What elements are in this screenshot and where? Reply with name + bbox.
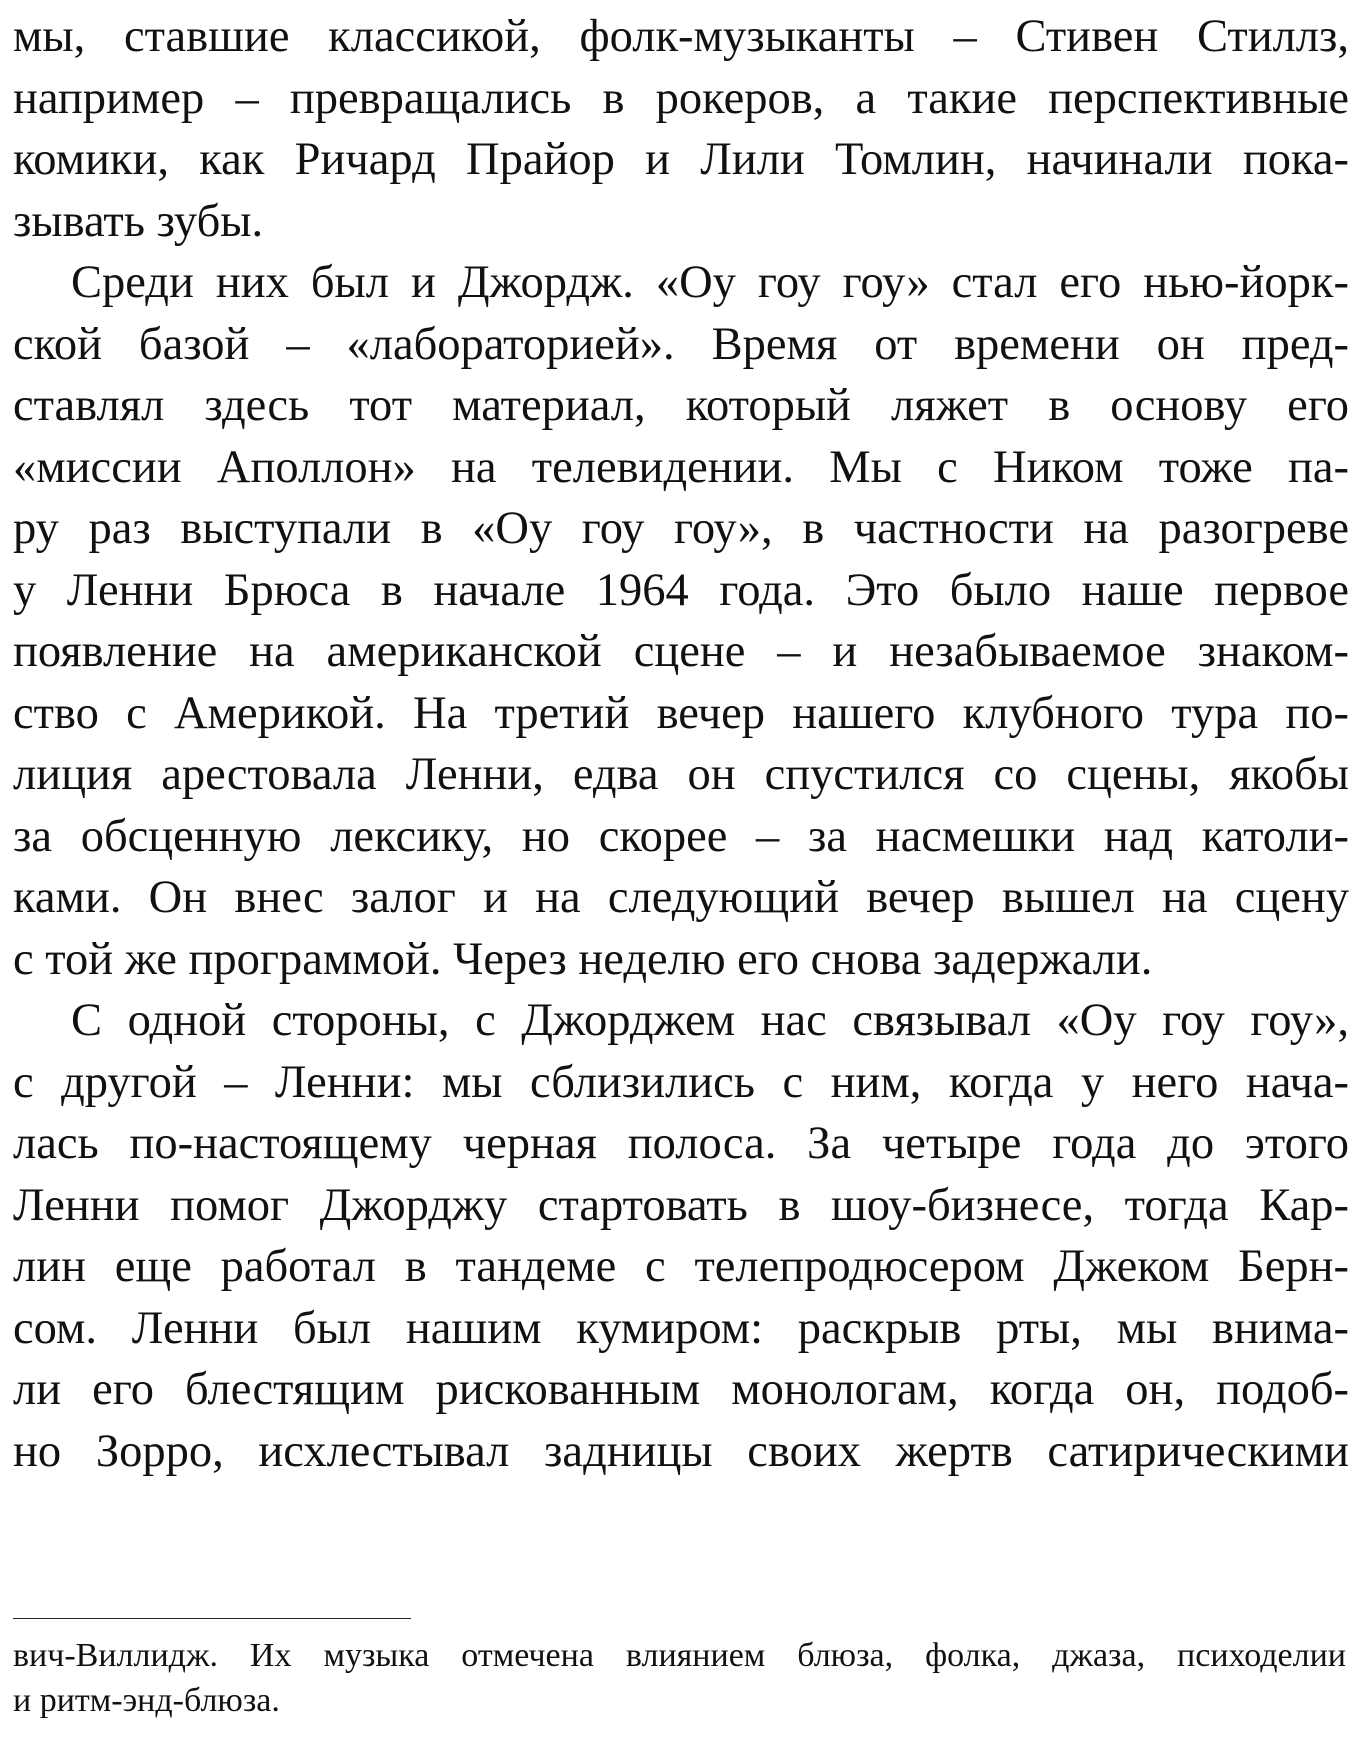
text-line: «миссии Аполлон» на телевидении. Мы с Ником тоже па- <box>13 441 1349 493</box>
footnote <box>13 1633 1346 1723</box>
text-line: например – превращались в рокеров, а такие перспективные <box>13 72 1349 124</box>
main-text <box>13 6 1349 1482</box>
text-line: мы, ставшие классикой, фолк-музыканты – Стивен Стиллз, <box>13 11 1349 62</box>
text-line: с другой – Ленни: мы сблизились с ним, когда у него нача- <box>13 1056 1349 1108</box>
footnote-line: и ритм-энд-блюза. <box>13 1682 280 1719</box>
book-page <box>13 6 1349 1482</box>
text-line: комики, как Ричард Прайор и Лили Томлин, начинали пока- <box>13 134 1349 185</box>
text-line: ли его блестящим рискованным монологам, когда он, подоб- <box>13 1364 1349 1415</box>
footnote-separator <box>13 1618 411 1619</box>
text-line: с той же программой. Через неделю его снова задержали. <box>13 933 1153 985</box>
text-line: за обсценную лексику, но скорее – за насмешки над католи- <box>13 810 1349 862</box>
text-line: ставлял здесь тот материал, который ляжет в основу его <box>13 380 1349 431</box>
text-line: сом. Ленни был нашим кумиром: раскрыв рты, мы внима- <box>13 1302 1349 1354</box>
paragraph-start-line: Среди них был и Джордж. «Оу гоу гоу» стал его нью-йорк- <box>71 257 1349 308</box>
text-line: лин еще работал в тандеме с телепродюсером Джеком Берн- <box>13 1241 1349 1292</box>
text-line: Ленни помог Джорджу стартовать в шоу-бизнесе, тогда Кар- <box>13 1179 1349 1231</box>
text-line: ру раз выступали в «Оу гоу гоу», в частности на разогреве <box>13 503 1349 554</box>
paragraph-start-line: С одной стороны, с Джорджем нас связывал «Оу гоу гоу», <box>71 995 1349 1046</box>
text-line: появление на американской сцене – и незабываемое знаком- <box>13 626 1349 677</box>
footnote-line: вич-Виллидж. Их музыка отмечена влиянием блюза, фолка, джаза, психоделии <box>13 1637 1346 1674</box>
text-line: лиция арестовала Ленни, едва он спустился со сцены, якобы <box>13 749 1349 800</box>
text-line: лась по-настоящему черная полоса. За четыре года до этого <box>13 1118 1349 1169</box>
text-line: ской базой – «лабораторией». Время от времени он пред- <box>13 318 1349 370</box>
text-line: у Ленни Брюса в начале 1964 года. Это было наше первое <box>13 564 1349 616</box>
text-line: зывать зубы. <box>13 195 264 247</box>
text-line: ками. Он внес залог и на следующий вечер вышел на сцену <box>13 872 1349 923</box>
text-line: но Зорро, исхлестывал задницы своих жертв сатирическими <box>13 1425 1349 1477</box>
text-line: ство с Америкой. На третий вечер нашего клубного тура по- <box>13 687 1349 739</box>
